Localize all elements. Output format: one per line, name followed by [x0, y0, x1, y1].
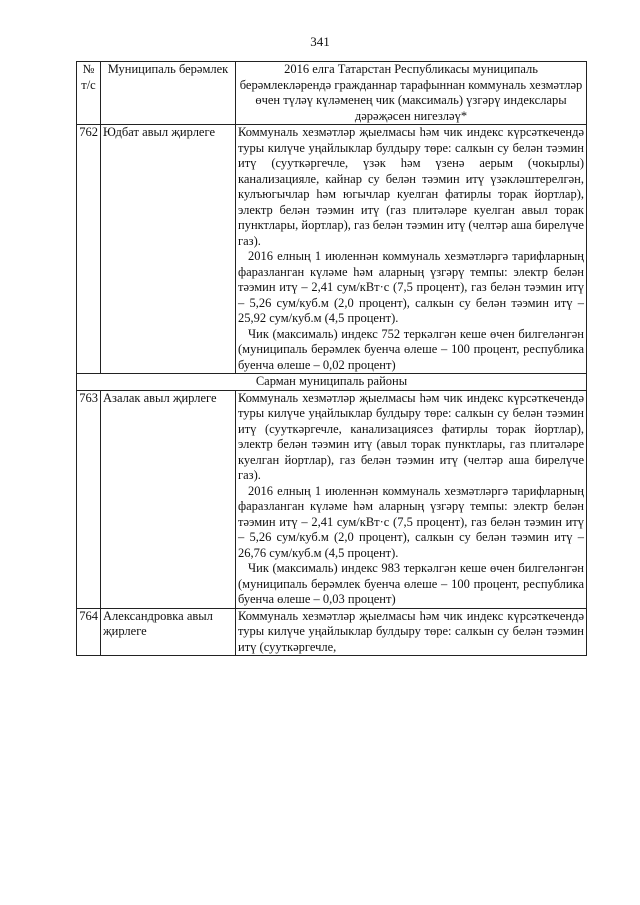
row-description [236, 390, 587, 608]
row-number: 763 [77, 390, 101, 608]
district-row [77, 374, 587, 391]
table-row [77, 608, 587, 656]
indices-table [76, 61, 587, 656]
row-municipality: Александровка авыл җирлеге [101, 608, 236, 656]
row-municipality: Азалак авыл җирлеге [101, 390, 236, 608]
row-paragraph: Коммуналь хезмәтләр җыелмасы һәм чик индекс күрсәткечендә туры килүче уңайлыклар булдыру төре: салкын су белән тәэмин итү (сууткәргечле, канализациясез фатирлы торак йортлар), электр белән тәэмин итү (авыл торак пунктлары, газ плитәләре куелган йортлар), газ белән тәэмин итү (челтәр аша бирелүче газ). [238, 390, 584, 482]
row-description [236, 608, 587, 656]
table-header-row [77, 62, 587, 125]
header-municipality: Муниципаль берәмлек [101, 62, 236, 125]
table-row [77, 125, 587, 374]
header-number: № т/с [77, 62, 101, 125]
row-municipality: Юдбат авыл җирлеге [101, 125, 236, 374]
row-number: 764 [77, 608, 101, 656]
row-description [236, 125, 587, 374]
row-number: 762 [77, 125, 101, 374]
row-paragraph: Чик (максималь) индекс 983 теркәлгән кеше өчен билгеләнгән (муниципаль берәмлек буенча өлеше – 100 процент, республика буенча өлеше – 0,03 процент) [238, 561, 584, 606]
row-paragraph: Коммуналь хезмәтләр җыелмасы һәм чик индекс күрсәткечендә туры килүче уңайлыклар булдыру төре: салкын су белән тәэмин итү (сууткәргечле, [238, 608, 584, 654]
row-paragraph: Коммуналь хезмәтләр җыелмасы һәм чик индекс күрсәткечендә туры килүче уңайлыклар булдыру төре: салкын су белән тәэмин итү (сууткәргечле, үзәк һәм үзенә аерым (чокырлы) канализацияле, кайнар су белән тәэмин итү үзәкләштерелгән, кулъюгычлар һәм югычлар куелган фатирлы торак йортлар), электр белән тәэмин итү (газ плитәләре куелган авыл торак пунктлары, йортлар), газ белән тәэмин итү (челтәр аша бирелүче газ). [238, 125, 584, 248]
row-paragraph: 2016 елның 1 июленнән коммуналь хезмәтләргә тарифларның фаразланган күләме һәм аларның үзгәрү темпы: электр белән тәэмин итү – 2,41 сум/кВт·с (7,5 процент), газ белән тәэмин итү – 5,26 сум/куб.м (2,0 процент), салкын су белән тәэмин итү – 26,76 сум/куб.м (4,5 процент). [238, 483, 584, 560]
row-paragraph: Чик (максималь) индекс 752 теркәлгән кеше өчен билгеләнгән (муниципаль берәмлек буенча өлеше – 100 процент, республика буенча өлеше – 0,02 процент) [238, 326, 584, 372]
page-number: 341 [310, 34, 330, 49]
table-row [77, 390, 587, 608]
district-heading: Сарман муниципаль районы [77, 374, 587, 391]
header-description: 2016 елга Татарстан Республикасы муниципаль берәмлекләрендә гражданнар тарафыннан коммуналь хезмәтләр өчен түләү күләменең чик (максималь) үзгәрү индекслары дәрәҗәсен нигезләү* [236, 62, 587, 125]
row-paragraph: 2016 елның 1 июленнән коммуналь хезмәтләргә тарифларның фаразланган күләме һәм аларның үзгәрү темпы: электр белән тәэмин итү – 2,41 сум/кВт·с (7,5 процент), газ белән тәэмин итү – 5,26 сум/куб.м (2,0 процент), салкын су белән тәэмин итү – 25,92 сум/куб.м (4,5 процент). [238, 249, 584, 325]
